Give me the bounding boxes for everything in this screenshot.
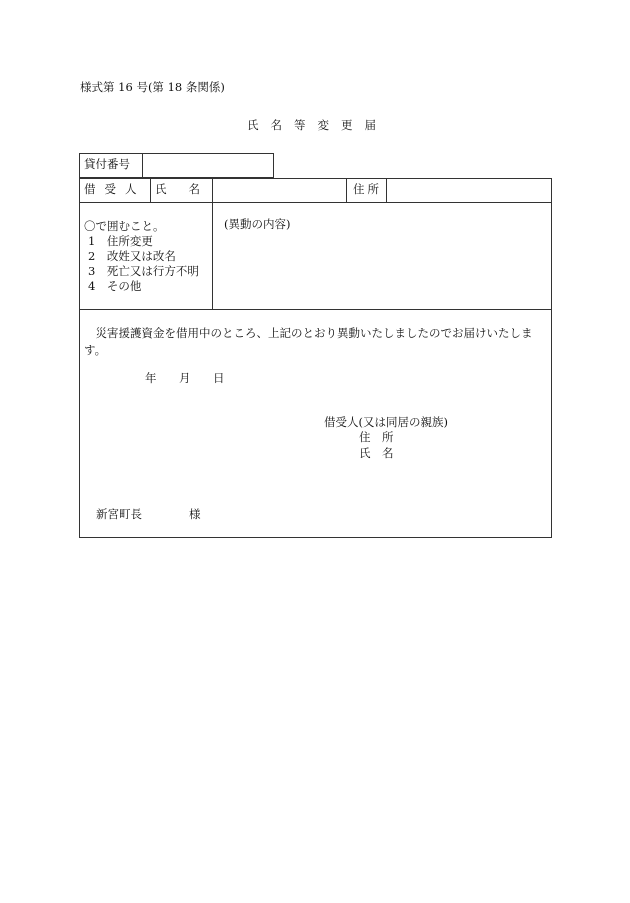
divider bbox=[346, 178, 347, 202]
address-field[interactable] bbox=[390, 184, 548, 198]
option-address-change[interactable]: 1 住所変更 bbox=[88, 234, 153, 248]
divider bbox=[150, 178, 151, 202]
option-death-missing[interactable]: 3 死亡又は行方不明 bbox=[88, 264, 199, 278]
loan-number-field[interactable] bbox=[146, 159, 270, 173]
addressee-name: 新宮町長 bbox=[96, 507, 142, 521]
name-label: 氏名 bbox=[155, 182, 222, 196]
signatory-address-label: 住 所 bbox=[359, 430, 394, 444]
date-day: 日 bbox=[213, 371, 225, 385]
date-month: 月 bbox=[179, 371, 191, 385]
divider bbox=[79, 309, 552, 310]
change-type-options bbox=[84, 219, 199, 294]
option-name-change[interactable]: 2 改姓又は改名 bbox=[88, 249, 176, 263]
address-label: 住所 bbox=[353, 182, 382, 196]
loan-number-label: 貸付番号 bbox=[84, 157, 130, 171]
divider bbox=[386, 178, 387, 202]
divider bbox=[79, 202, 552, 203]
name-field[interactable] bbox=[216, 184, 342, 198]
option-other[interactable]: 4 その他 bbox=[88, 279, 142, 293]
borrower-label: 借受人 bbox=[84, 182, 146, 196]
divider bbox=[212, 178, 213, 309]
signatory-title: 借受人(又は同居の親族) bbox=[324, 415, 448, 429]
signatory-name-label: 氏 名 bbox=[359, 446, 394, 460]
page-title: 氏名等変更届 bbox=[247, 118, 388, 132]
addressee-honorific: 様 bbox=[189, 507, 201, 521]
details-label: (異動の内容) bbox=[224, 217, 291, 231]
divider bbox=[142, 153, 143, 178]
date-year: 年 bbox=[145, 371, 157, 385]
options-instruction: 〇で囲むこと。 bbox=[84, 219, 165, 233]
form-label: 様式第 16 号(第 18 条関係) bbox=[80, 80, 225, 94]
statement-text: 災害援護資金を借用中のところ、上記のとおり異動いたしましたのでお届けいたします。 bbox=[84, 326, 533, 357]
